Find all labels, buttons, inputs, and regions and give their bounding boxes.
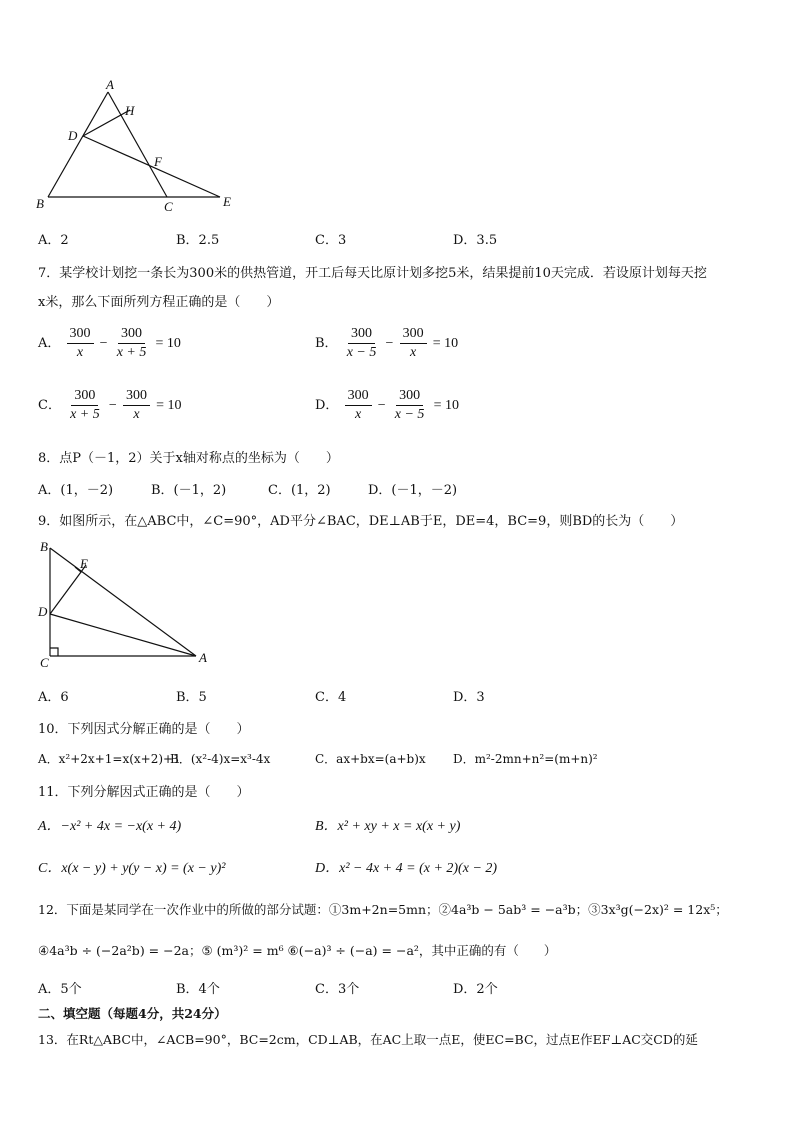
fig2-label-d: D [38, 604, 48, 619]
q7-option-c[interactable]: C． $\frac{300}{x + 5}$ − $\frac{300}{x}$ = 10 [38, 388, 182, 422]
q10-option-a[interactable]: A．x²+2x+1=x(x+2)+1 [38, 752, 181, 766]
q12-stem-line2: ④4a³b ÷ (−2a²b) = −2a；⑤ (m³)² = m⁶ ⑥(−a)³ ÷ (−a) = −a²，其中正确的有（ ） [38, 943, 557, 958]
q9-option-b[interactable]: B．5 [176, 690, 207, 705]
q6-option-b[interactable]: B．2.5 [176, 233, 220, 248]
q8-option-a[interactable]: A．(1，－2) [38, 483, 114, 498]
fig2-label-e: E [80, 556, 88, 571]
q11-stem: 11．下列分解因式正确的是（ ） [38, 785, 250, 800]
section-heading-fill-in: 二、填空题（每题4分，共24分） [38, 1006, 227, 1021]
fig1-label-f: F [154, 154, 162, 169]
q7-option-d[interactable]: D． $\frac{300}{x}$ − $\frac{300}{x - 5}$ = 10 [315, 388, 459, 422]
fig1-label-h: H [125, 103, 135, 118]
q7-option-a[interactable]: A． $\frac{300}{x}$ − $\frac{300}{x + 5}$ = 10 [38, 326, 181, 360]
q12-option-b[interactable]: B．4个 [176, 982, 220, 997]
q10-option-b[interactable]: B．(x²-4)x=x³-4x [170, 752, 271, 766]
q8-option-d[interactable]: D．(－1，－2) [368, 483, 458, 498]
q11-option-a[interactable]: A．−x² + 4x = −x(x + 4) [38, 819, 182, 834]
q11-option-c[interactable]: C．x(x − y) + y(y − x) = (x − y)² [38, 861, 226, 876]
fig1-label-b: B [36, 196, 44, 211]
q9-option-d[interactable]: D．3 [453, 690, 485, 705]
triangle-figure-1 [30, 78, 250, 218]
q10-option-c[interactable]: C．ax+bx=(a+b)x [315, 752, 426, 766]
q8-option-c[interactable]: C．(1，2) [268, 483, 331, 498]
q12-option-c[interactable]: C．3个 [315, 982, 360, 997]
q10-stem: 10．下列因式分解正确的是（ ） [38, 722, 250, 737]
q8-option-b[interactable]: B．(－1，2) [151, 483, 227, 498]
fig1-label-c: C [164, 199, 173, 214]
q7-option-b[interactable]: B． $\frac{300}{x - 5}$ − $\frac{300}{x}$ = 10 [315, 326, 459, 360]
fig1-label-d: D [68, 128, 78, 143]
q9-option-a[interactable]: A．6 [38, 690, 69, 705]
q6-option-a[interactable]: A．2 [38, 233, 69, 248]
fig1-label-a: A [106, 78, 114, 92]
q11-option-b[interactable]: B．x² + xy + x = x(x + y) [315, 819, 461, 834]
q8-stem: 8．点P（－1，2）关于x轴对称点的坐标为（ ） [38, 451, 339, 466]
q7-stem-line2: x米，那么下面所列方程正确的是（ ） [38, 295, 280, 310]
q6-option-d[interactable]: D．3.5 [453, 233, 498, 248]
q9-option-c[interactable]: C．4 [315, 690, 347, 705]
q9-stem: 9．如图所示，在△ABC中，∠C=90°，AD平分∠BAC，DE⊥AB于E，DE=4，BC=9，则BD的长为（ ） [38, 514, 684, 529]
right-triangle-figure-q9 [32, 538, 222, 668]
q7-stem-line1: 7．某学校计划挖一条长为300米的供热管道，开工后每天比原计划多挖5米，结果提前10天完成．若设原计划每天挖 [38, 266, 707, 281]
q11-option-d[interactable]: D．x² − 4x + 4 = (x + 2)(x − 2) [315, 861, 498, 876]
q6-option-c[interactable]: C．3 [315, 233, 347, 248]
q12-option-a[interactable]: A．5个 [38, 982, 82, 997]
q10-option-d[interactable]: D．m²-2mn+n²=(m+n)² [453, 752, 598, 766]
fig2-label-a: A [199, 650, 207, 665]
fig2-label-b: B [40, 539, 48, 554]
q12-option-d[interactable]: D．2个 [453, 982, 498, 997]
q12-stem-line1: 12．下面是某同学在一次作业中的所做的部分试题：①3m+2n=5mn；②4a³b − 5ab³ = −a³b；③3x³g(−2x)² = 12x⁵； [38, 902, 728, 917]
fig2-label-c: C [40, 655, 49, 668]
q13-stem: 13．在Rt△ABC中，∠ACB=90°，BC=2cm，CD⊥AB，在AC上取一点E，使EC=BC，过点E作EF⊥AC交CD的延 [38, 1032, 698, 1047]
fig1-label-e: E [223, 194, 231, 209]
